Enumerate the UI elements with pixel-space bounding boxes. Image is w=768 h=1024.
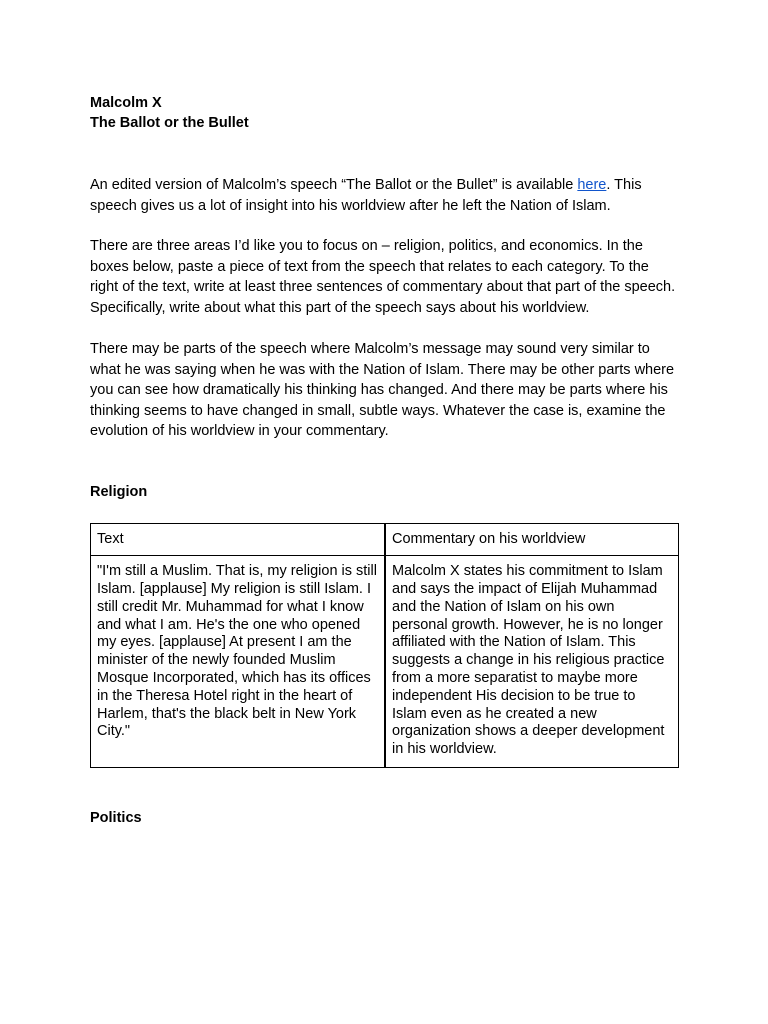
header-text-cell[interactable]: Text [91, 523, 386, 556]
intro-paragraph [90, 175, 680, 216]
religion-heading: Religion [90, 483, 148, 500]
document-page [90, 93, 680, 828]
instructions-paragraph: There are three areas I’d like you to focus on – religion, politics, and economics. In the boxes below, paste a piece of text from the speech that relates to each category. To the right of the text, write at least three sentences of commentary about that part of the speech. Specifically, write about what this part of the speech says about his worldview. [90, 238, 676, 316]
intro-text-after-link: . This speech gives us a lot of insight into his worldview after he left the Nation of Islam. [90, 177, 642, 214]
religion-table [90, 523, 679, 769]
header-commentary-cell[interactable]: Commentary on his worldview [385, 523, 679, 556]
evolution-paragraph: There may be parts of the speech where Malcolm’s message may sound very similar to what he was saying when he was with the Nation of Islam. There may be other parts where you can see how dramatically his thinking has changed. And there may be parts where his thinking seems to have changed in small, subtle ways. Whatever the case is, examine the evolution of his worldview in your commentary. [90, 341, 675, 439]
speech-link[interactable]: here [577, 177, 607, 193]
intro-text-before-link: An edited version of Malcolm’s speech “The Ballot or the Bullet” is available [90, 177, 578, 193]
title-block [90, 93, 680, 133]
quote-cell[interactable]: "I'm still a Muslim. That is, my religion is still Islam. [applause] My religion is still Islam. I still credit Mr. Muhammad for what I know and what I am. He's the one who opened my eyes. [applause] At present I am the minister of the newly founded Muslim Mosque Incorporated, which has its offices in the Theresa Hotel right in the heart of Harlem, that's the black belt in New York City." [91, 556, 386, 768]
table-content-row [91, 556, 679, 768]
table-header-row [91, 523, 679, 556]
politics-heading: Politics [90, 810, 142, 827]
commentary-cell[interactable]: Malcolm X states his commitment to Islam and says the impact of Elijah Muhammad and the Nation of Islam on his own personal growth. However, he is no longer affiliated with the Nation of Islam. This suggests a change in his religious practice from a more separatist to maybe more independent His decision to be true to Islam even as he created a new organization shows a deeper development in his worldview. [385, 556, 679, 768]
document-title: The Ballot or the Bullet [90, 115, 249, 131]
author-name: Malcolm X [90, 95, 162, 111]
